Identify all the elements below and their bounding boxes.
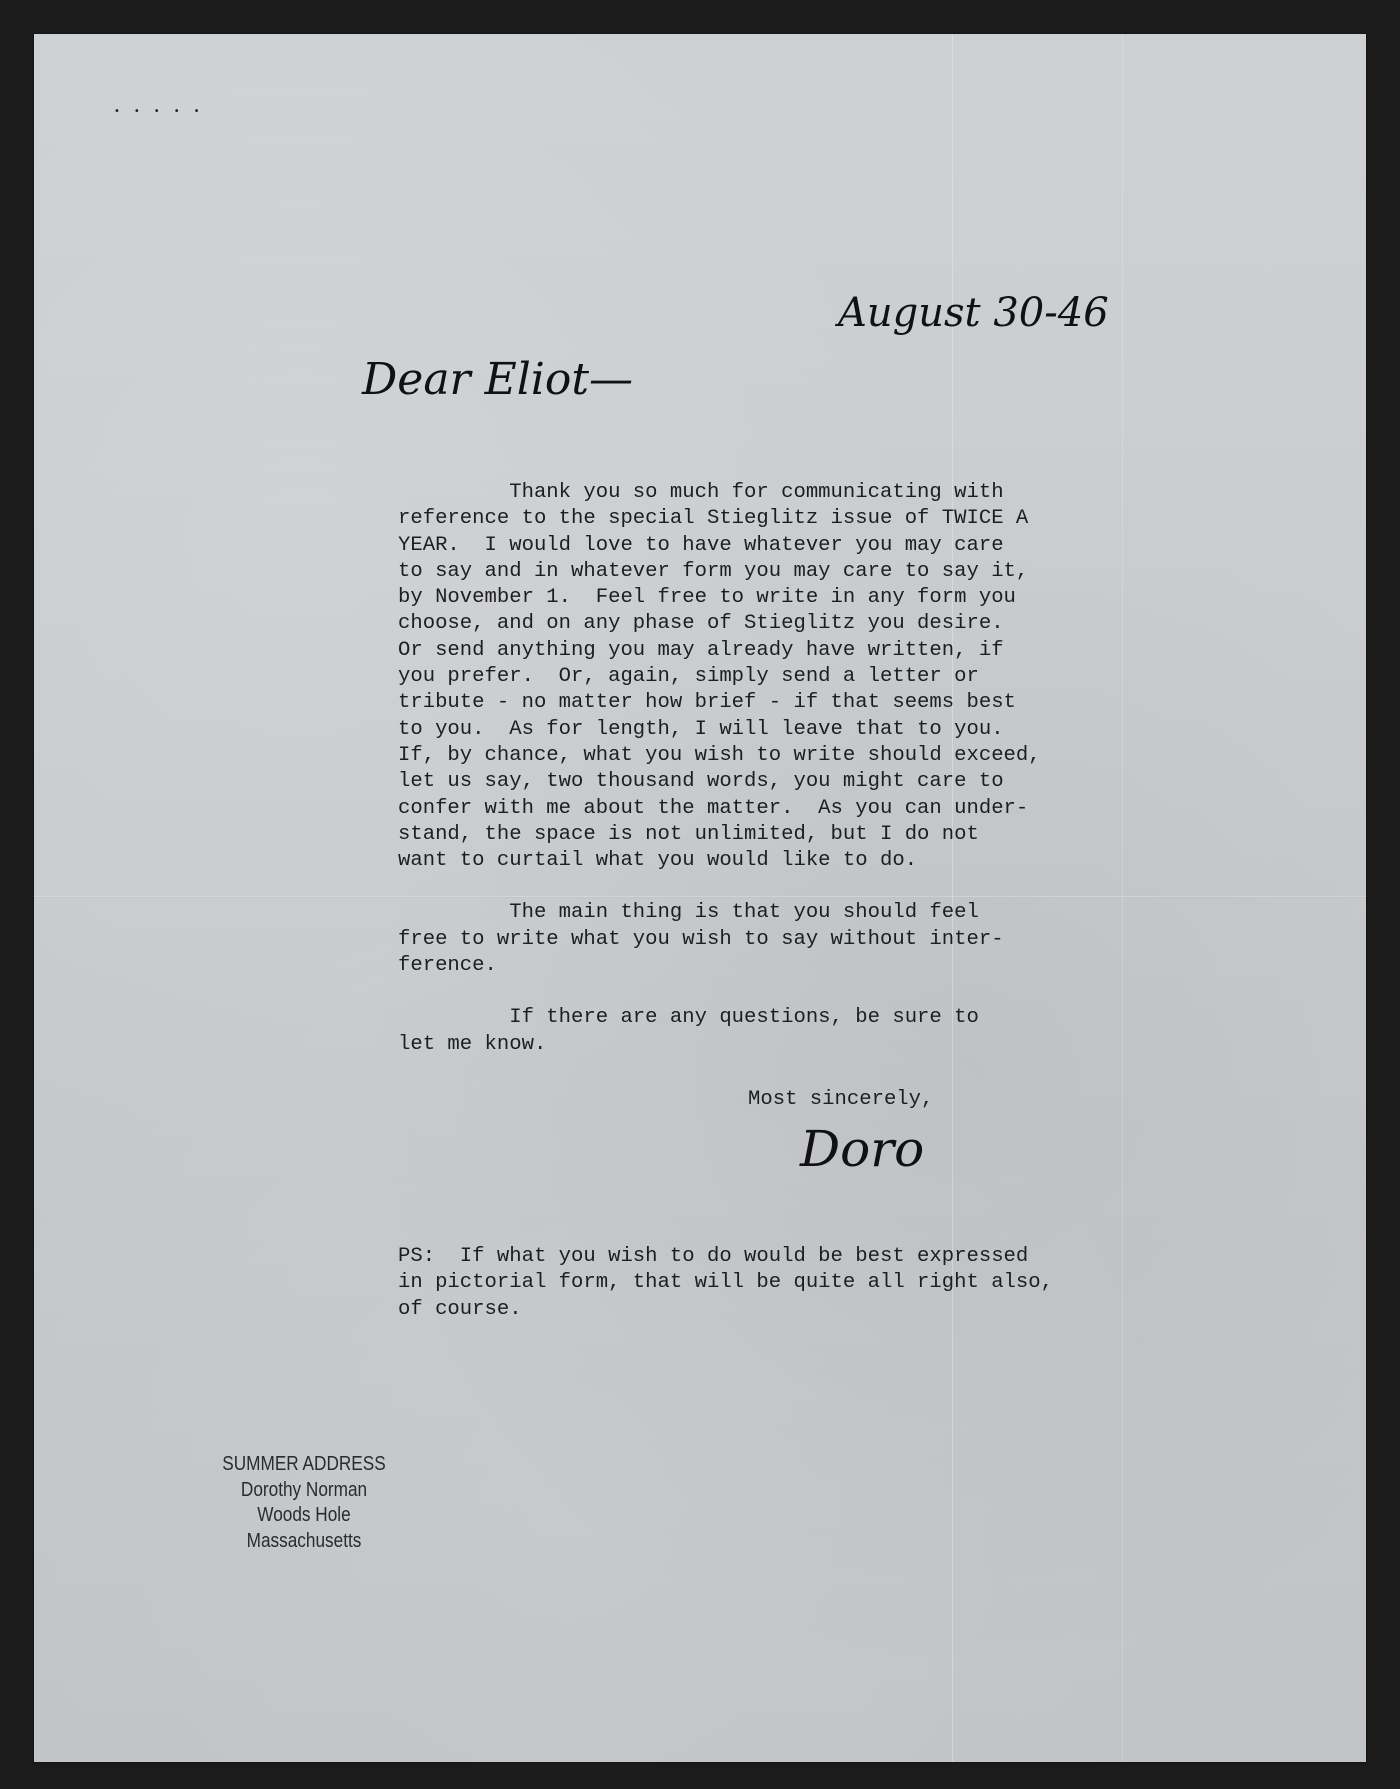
ps-line: of course.: [398, 1297, 522, 1321]
fold-crease-vertical-right: [1122, 34, 1123, 1762]
body-line: let us say, two thousand words, you might care to: [398, 770, 1004, 794]
body-line: Or send anything you may already have written, if: [398, 638, 1004, 662]
ps-line: PS: If what you wish to do would be best expressed: [398, 1245, 1029, 1268]
body-line: free to write what you wish to say without inter-: [398, 927, 1004, 951]
punch-marks: •••••: [114, 106, 214, 117]
body-line: If, by chance, what you wish to write should exceed,: [398, 743, 1041, 767]
summer-address-stamp: [211, 1452, 397, 1554]
body-line: by November 1. Feel free to write in any form you: [398, 586, 1016, 610]
body-line: stand, the space is not unlimited, but I do not: [398, 822, 979, 846]
letter-body: [398, 480, 1098, 1058]
paragraph-gap: [398, 874, 1098, 900]
handwritten-signature: Doro: [800, 1120, 925, 1178]
body-line: The main thing is that you should feel: [398, 901, 979, 925]
body-line: to say and in whatever form you may care to say it,: [398, 559, 1029, 583]
paragraph-gap: [398, 979, 1098, 1005]
closing: Most sincerely,: [748, 1088, 934, 1111]
body-line: Thank you so much for communicating with: [398, 481, 1004, 504]
postscript: [398, 1244, 1053, 1323]
body-line: want to curtail what you would like to do.: [398, 849, 918, 873]
summer-address-line: SUMMER ADDRESS: [222, 1453, 386, 1475]
body-line: confer with me about the matter. As you can under-: [398, 796, 1029, 820]
body-line: you prefer. Or, again, simply send a letter or: [398, 665, 979, 689]
body-line: choose, and on any phase of Stieglitz you desire.: [398, 612, 1004, 636]
body-line: to you. As for length, I will leave that to you.: [398, 717, 1004, 741]
body-line: reference to the special Stieglitz issue of TWICE A: [398, 507, 1029, 531]
handwritten-date: August 30-46: [838, 290, 1109, 336]
ps-line: in pictorial form, that will be quite all right also,: [398, 1271, 1053, 1295]
body-line: let me know.: [398, 1032, 547, 1056]
summer-address-line: Woods Hole: [257, 1504, 351, 1526]
body-line: ference.: [398, 954, 497, 978]
handwritten-salutation: Dear Eliot—: [362, 354, 634, 405]
summer-address-line: Dorothy Norman: [240, 1478, 368, 1501]
summer-address-line: Massachusetts: [246, 1529, 362, 1552]
body-line: tribute - no matter how brief - if that seems best: [398, 691, 1016, 715]
body-line: If there are any questions, be sure to: [398, 1006, 979, 1030]
body-line: YEAR. I would love to have whatever you may care: [398, 533, 1004, 557]
